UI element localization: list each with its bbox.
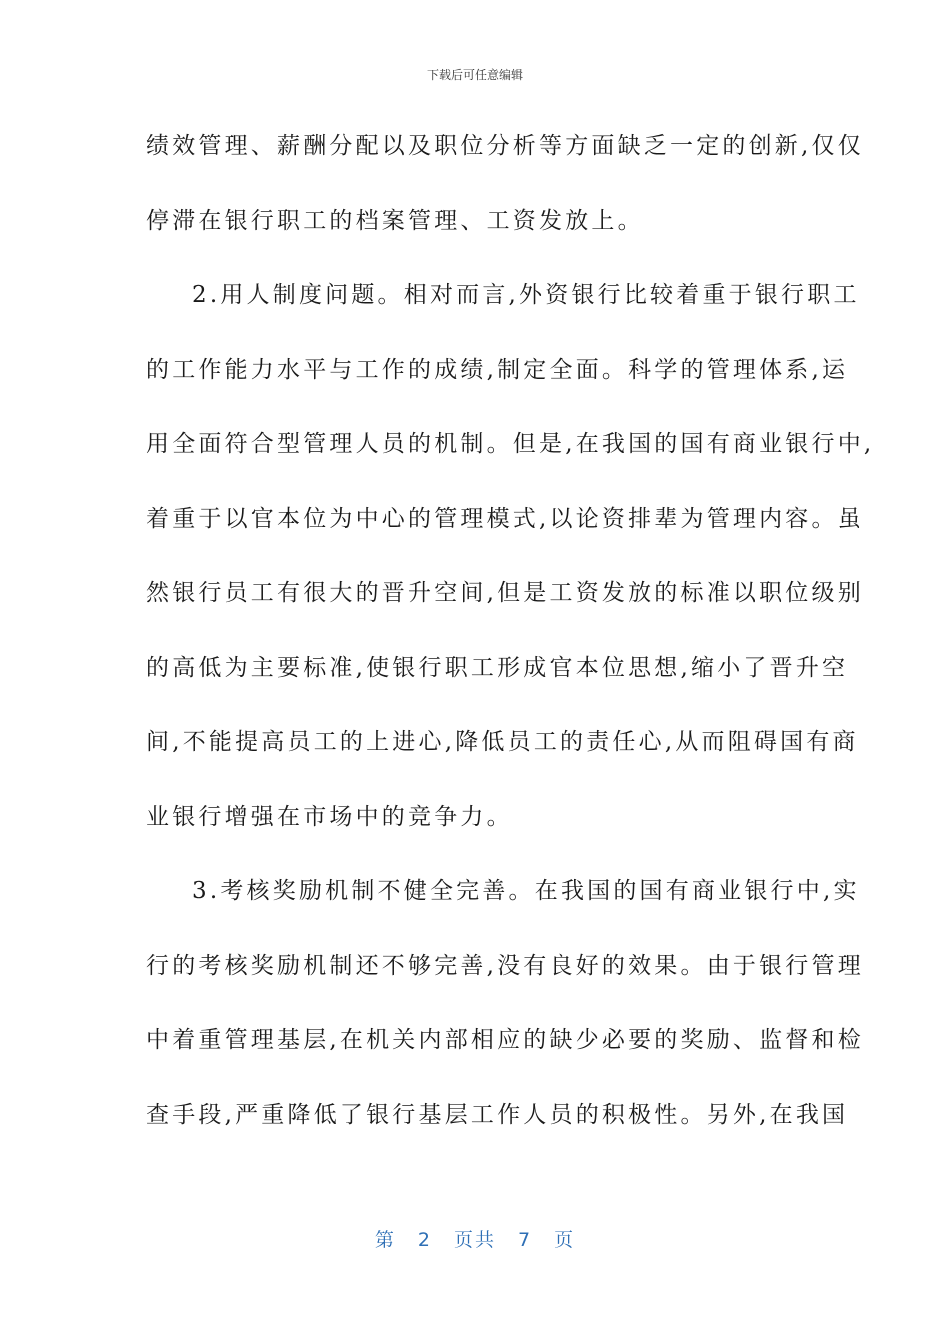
body-line: 间,不能提高员工的上进心,降低员工的责任心,从而阻碍国有商 [146, 729, 859, 755]
body-line: 查手段,严重降低了银行基层工作人员的积极性。另外,在我国 [146, 1101, 849, 1128]
body-line: 的工作能力水平与工作的成绩,制定全面。科学的管理体系,运 [146, 356, 849, 383]
body-line: 然银行员工有很大的晋升空间,但是工资发放的标准以职位级别 [146, 580, 864, 606]
paragraph-start-line: 2.用人制度问题。相对而言,外资银行比较着重于银行职工 [192, 282, 860, 308]
footer-total-pages: 7 [518, 1229, 533, 1251]
page-footer [0, 1225, 950, 1252]
footer-current-page: 2 [417, 1229, 432, 1251]
body-line: 业银行增强在市场中的竞争力。 [146, 803, 513, 830]
body-line: 着重于以官本位为中心的管理模式,以论资排辈为管理内容。虽 [146, 505, 864, 532]
page-header: 下载后可任意编辑 [426, 68, 523, 82]
body-line: 行的考核奖励机制还不够完善,没有良好的效果。由于银行管理 [146, 952, 864, 979]
footer-suffix: 页 [554, 1229, 576, 1251]
footer-middle: 页共 [453, 1229, 496, 1251]
body-line: 停滞在银行职工的档案管理、工资发放上。 [146, 207, 644, 234]
document-body [146, 123, 875, 1166]
body-line: 用全面符合型管理人员的机制。但是,在我国的国有商业银行中, [146, 431, 875, 457]
footer-prefix: 第 [374, 1229, 396, 1251]
body-line: 的高低为主要标准,使银行职工形成官本位思想,缩小了晋升空 [146, 654, 849, 681]
body-line: 中着重管理基层,在机关内部相应的缺少必要的奖励、监督和检 [146, 1027, 864, 1053]
paragraph-start-line: 3.考核奖励机制不健全完善。在我国的国有商业银行中,实 [192, 878, 860, 904]
body-line: 绩效管理、薪酬分配以及职位分析等方面缺乏一定的创新,仅仅 [146, 133, 864, 159]
